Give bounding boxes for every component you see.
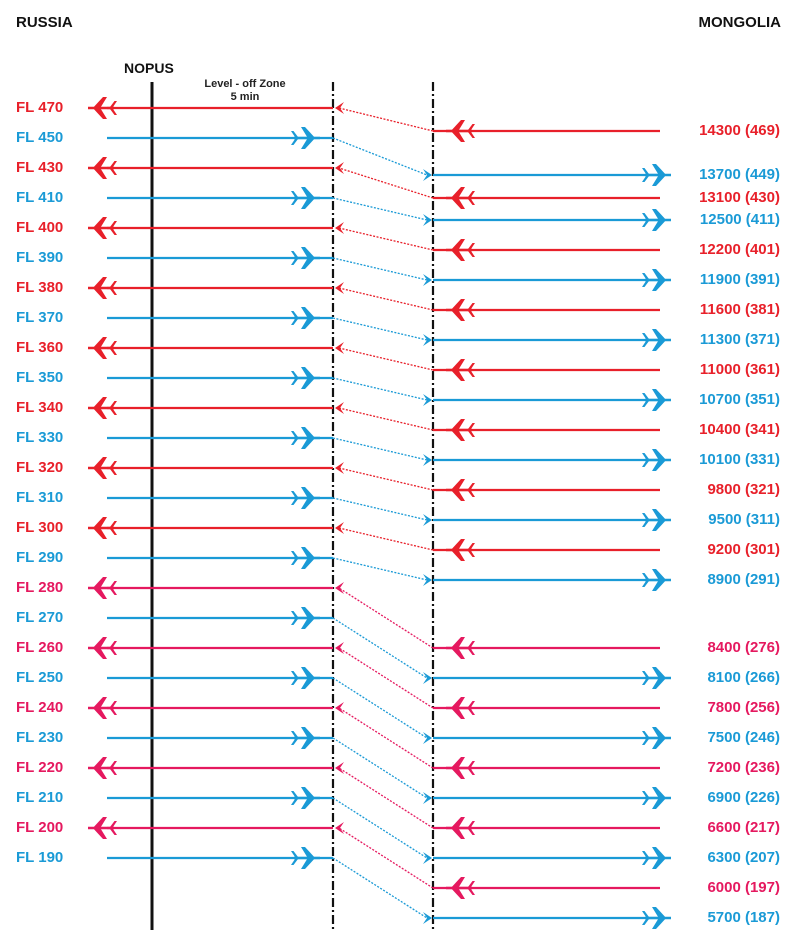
transition-arrowhead — [335, 282, 344, 294]
westbound-transition-segment — [339, 588, 433, 648]
eastbound-transition-segment — [333, 798, 427, 858]
eastbound-transition-segment — [333, 858, 427, 918]
westbound-transition-segment — [339, 108, 433, 131]
metric-level-label: 12500 (411) — [699, 210, 780, 228]
westbound-plane-icon — [88, 457, 117, 479]
westbound-plane-icon — [88, 277, 117, 299]
eastbound-plane-icon — [642, 389, 671, 411]
westbound-plane-icon — [88, 517, 117, 539]
metric-level-label: 7800 (256) — [707, 698, 780, 716]
eastbound-plane-icon — [291, 847, 320, 869]
eastbound-transition-segment — [333, 258, 427, 280]
flight-level-label: FL 400 — [16, 218, 64, 236]
transition-arrowhead — [423, 394, 432, 406]
metric-level-label: 6300 (207) — [707, 848, 780, 866]
westbound-plane-icon — [446, 757, 475, 779]
eastbound-plane-icon — [291, 487, 320, 509]
westbound-plane-icon — [88, 157, 117, 179]
eastbound-transition-segment — [333, 438, 427, 460]
metric-level-label: 9800 (321) — [707, 480, 780, 498]
flight-level-label: FL 240 — [16, 698, 64, 716]
transition-arrowhead — [423, 732, 432, 744]
eastbound-plane-icon — [642, 269, 671, 291]
flight-level-label: FL 270 — [16, 608, 64, 626]
metric-level-label: 7500 (246) — [707, 728, 780, 746]
eastbound-plane-icon — [642, 787, 671, 809]
flight-level-label: FL 310 — [16, 488, 64, 506]
westbound-plane-icon — [88, 757, 117, 779]
westbound-transition-segment — [339, 348, 433, 370]
westbound-plane-icon — [446, 359, 475, 381]
transition-arrowhead — [423, 274, 432, 286]
waypoint-label: NOPUS — [124, 60, 174, 76]
metric-level-label: 8100 (266) — [707, 668, 780, 686]
transition-arrowhead — [335, 462, 344, 474]
metric-level-label: 7200 (236) — [707, 758, 780, 776]
metric-level-label: 6600 (217) — [707, 818, 780, 836]
levels-layer — [16, 97, 780, 929]
westbound-plane-icon — [88, 397, 117, 419]
flight-level-label: FL 450 — [16, 128, 64, 146]
metric-level-label: 11000 (361) — [699, 360, 780, 378]
transition-arrowhead — [423, 672, 432, 684]
transition-arrowhead — [335, 342, 344, 354]
westbound-transition-segment — [339, 468, 433, 490]
flight-level-label: FL 200 — [16, 818, 64, 836]
eastbound-plane-icon — [642, 667, 671, 689]
eastbound-transition-segment — [333, 138, 427, 175]
eastbound-plane-icon — [291, 127, 320, 149]
westbound-plane-icon — [446, 697, 475, 719]
eastbound-transition-segment — [333, 678, 427, 738]
flight-level-label: FL 370 — [16, 308, 64, 326]
metric-level-label: 11900 (391) — [699, 270, 780, 288]
metric-level-label: 8400 (276) — [707, 638, 780, 656]
eastbound-transition-segment — [333, 198, 427, 220]
transition-arrowhead — [423, 792, 432, 804]
eastbound-plane-icon — [291, 547, 320, 569]
westbound-plane-icon — [446, 637, 475, 659]
flight-level-label: FL 340 — [16, 398, 64, 416]
transition-arrowhead — [423, 574, 432, 586]
eastbound-plane-icon — [291, 307, 320, 329]
transition-arrowhead — [335, 642, 344, 654]
flight-level-label: FL 290 — [16, 548, 64, 566]
metric-level-label: 10100 (331) — [699, 450, 780, 468]
eastbound-transition-segment — [333, 498, 427, 520]
westbound-plane-icon — [446, 299, 475, 321]
westbound-plane-icon — [88, 697, 117, 719]
eastbound-plane-icon — [291, 367, 320, 389]
eastbound-plane-icon — [291, 667, 320, 689]
transition-arrowhead — [335, 522, 344, 534]
transition-arrowhead — [335, 402, 344, 414]
metric-level-label: 9200 (301) — [707, 540, 780, 558]
metric-level-label: 8900 (291) — [707, 570, 780, 588]
westbound-transition-segment — [339, 228, 433, 250]
westbound-plane-icon — [88, 217, 117, 239]
eastbound-plane-icon — [291, 787, 320, 809]
westbound-plane-icon — [88, 637, 117, 659]
westbound-plane-icon — [88, 337, 117, 359]
flight-level-label: FL 260 — [16, 638, 64, 656]
westbound-plane-icon — [446, 817, 475, 839]
westbound-plane-icon — [446, 120, 475, 142]
westbound-plane-icon — [446, 539, 475, 561]
eastbound-transition-segment — [333, 558, 427, 580]
westbound-plane-icon — [446, 419, 475, 441]
flight-level-label: FL 190 — [16, 848, 64, 866]
flight-level-label: FL 470 — [16, 98, 64, 116]
flight-level-label: FL 380 — [16, 278, 64, 296]
westbound-plane-icon — [446, 877, 475, 899]
westbound-plane-icon — [88, 577, 117, 599]
eastbound-plane-icon — [291, 247, 320, 269]
transition-arrowhead — [423, 169, 432, 181]
flight-level-label: FL 390 — [16, 248, 64, 266]
flight-level-label: FL 300 — [16, 518, 64, 536]
westbound-plane-icon — [446, 187, 475, 209]
metric-level-label: 6900 (226) — [707, 788, 780, 806]
metric-level-label: 11300 (371) — [699, 330, 780, 348]
metric-level-label: 5700 (187) — [707, 908, 780, 926]
flight-level-label: FL 250 — [16, 668, 64, 686]
flight-level-label: FL 320 — [16, 458, 64, 476]
metric-level-label: 12200 (401) — [699, 240, 780, 258]
westbound-transition-segment — [339, 288, 433, 310]
eastbound-plane-icon — [642, 509, 671, 531]
metric-level-label: 14300 (469) — [699, 121, 780, 139]
westbound-transition-segment — [339, 708, 433, 768]
flight-level-label: FL 210 — [16, 788, 64, 806]
eastbound-plane-icon — [291, 727, 320, 749]
transition-arrowhead — [335, 702, 344, 714]
eastbound-plane-icon — [642, 209, 671, 231]
eastbound-plane-icon — [642, 449, 671, 471]
metric-level-label: 11600 (381) — [699, 300, 780, 318]
westbound-transition-segment — [339, 408, 433, 430]
transition-arrowhead — [423, 454, 432, 466]
eastbound-transition-segment — [333, 738, 427, 798]
westbound-transition-segment — [339, 648, 433, 708]
flight-level-label: FL 220 — [16, 758, 64, 776]
transition-arrowhead — [335, 822, 344, 834]
transition-arrowhead — [335, 582, 344, 594]
transition-arrowhead — [423, 334, 432, 346]
metric-level-label: 6000 (197) — [707, 878, 780, 896]
transition-arrowhead — [423, 852, 432, 864]
level-off-zone-time: 5 min — [230, 91, 260, 103]
transition-arrowhead — [335, 162, 344, 174]
transition-arrowhead — [335, 102, 344, 114]
westbound-transition-segment — [339, 768, 433, 828]
eastbound-plane-icon — [642, 847, 671, 869]
westbound-plane-icon — [446, 239, 475, 261]
flight-level-label: FL 230 — [16, 728, 64, 746]
westbound-plane-icon — [88, 817, 117, 839]
flight-level-label: FL 360 — [16, 338, 64, 356]
flight-level-label: FL 410 — [16, 188, 64, 206]
flight-level-label: FL 430 — [16, 158, 64, 176]
transition-arrowhead — [423, 514, 432, 526]
flight-level-label: FL 350 — [16, 368, 64, 386]
transition-arrowhead — [423, 912, 432, 924]
metric-level-label: 13100 (430) — [699, 188, 780, 206]
westbound-transition-segment — [339, 528, 433, 550]
flight-level-label: FL 330 — [16, 428, 64, 446]
eastbound-plane-icon — [642, 907, 671, 929]
metric-level-label: 10700 (351) — [699, 390, 780, 408]
eastbound-plane-icon — [642, 569, 671, 591]
metric-level-label: 9500 (311) — [708, 510, 780, 528]
metric-level-label: 10400 (341) — [699, 420, 780, 438]
country-label-mongolia: MONGOLIA — [698, 14, 781, 31]
transition-arrowhead — [423, 214, 432, 226]
level-off-zone-title: Level - off Zone — [204, 78, 286, 90]
eastbound-plane-icon — [642, 164, 671, 186]
country-label-russia: RUSSIA — [16, 14, 73, 31]
metric-level-label: 13700 (449) — [699, 165, 780, 183]
eastbound-transition-segment — [333, 618, 427, 678]
eastbound-plane-icon — [291, 187, 320, 209]
flight-level-label: FL 280 — [16, 578, 64, 596]
westbound-plane-icon — [446, 479, 475, 501]
transition-arrowhead — [335, 222, 344, 234]
transition-arrowhead — [335, 762, 344, 774]
eastbound-transition-segment — [333, 378, 427, 400]
westbound-transition-segment — [339, 828, 433, 888]
eastbound-plane-icon — [642, 727, 671, 749]
eastbound-transition-segment — [333, 318, 427, 340]
eastbound-plane-icon — [291, 607, 320, 629]
eastbound-plane-icon — [291, 427, 320, 449]
westbound-plane-icon — [88, 97, 117, 119]
eastbound-plane-icon — [642, 329, 671, 351]
